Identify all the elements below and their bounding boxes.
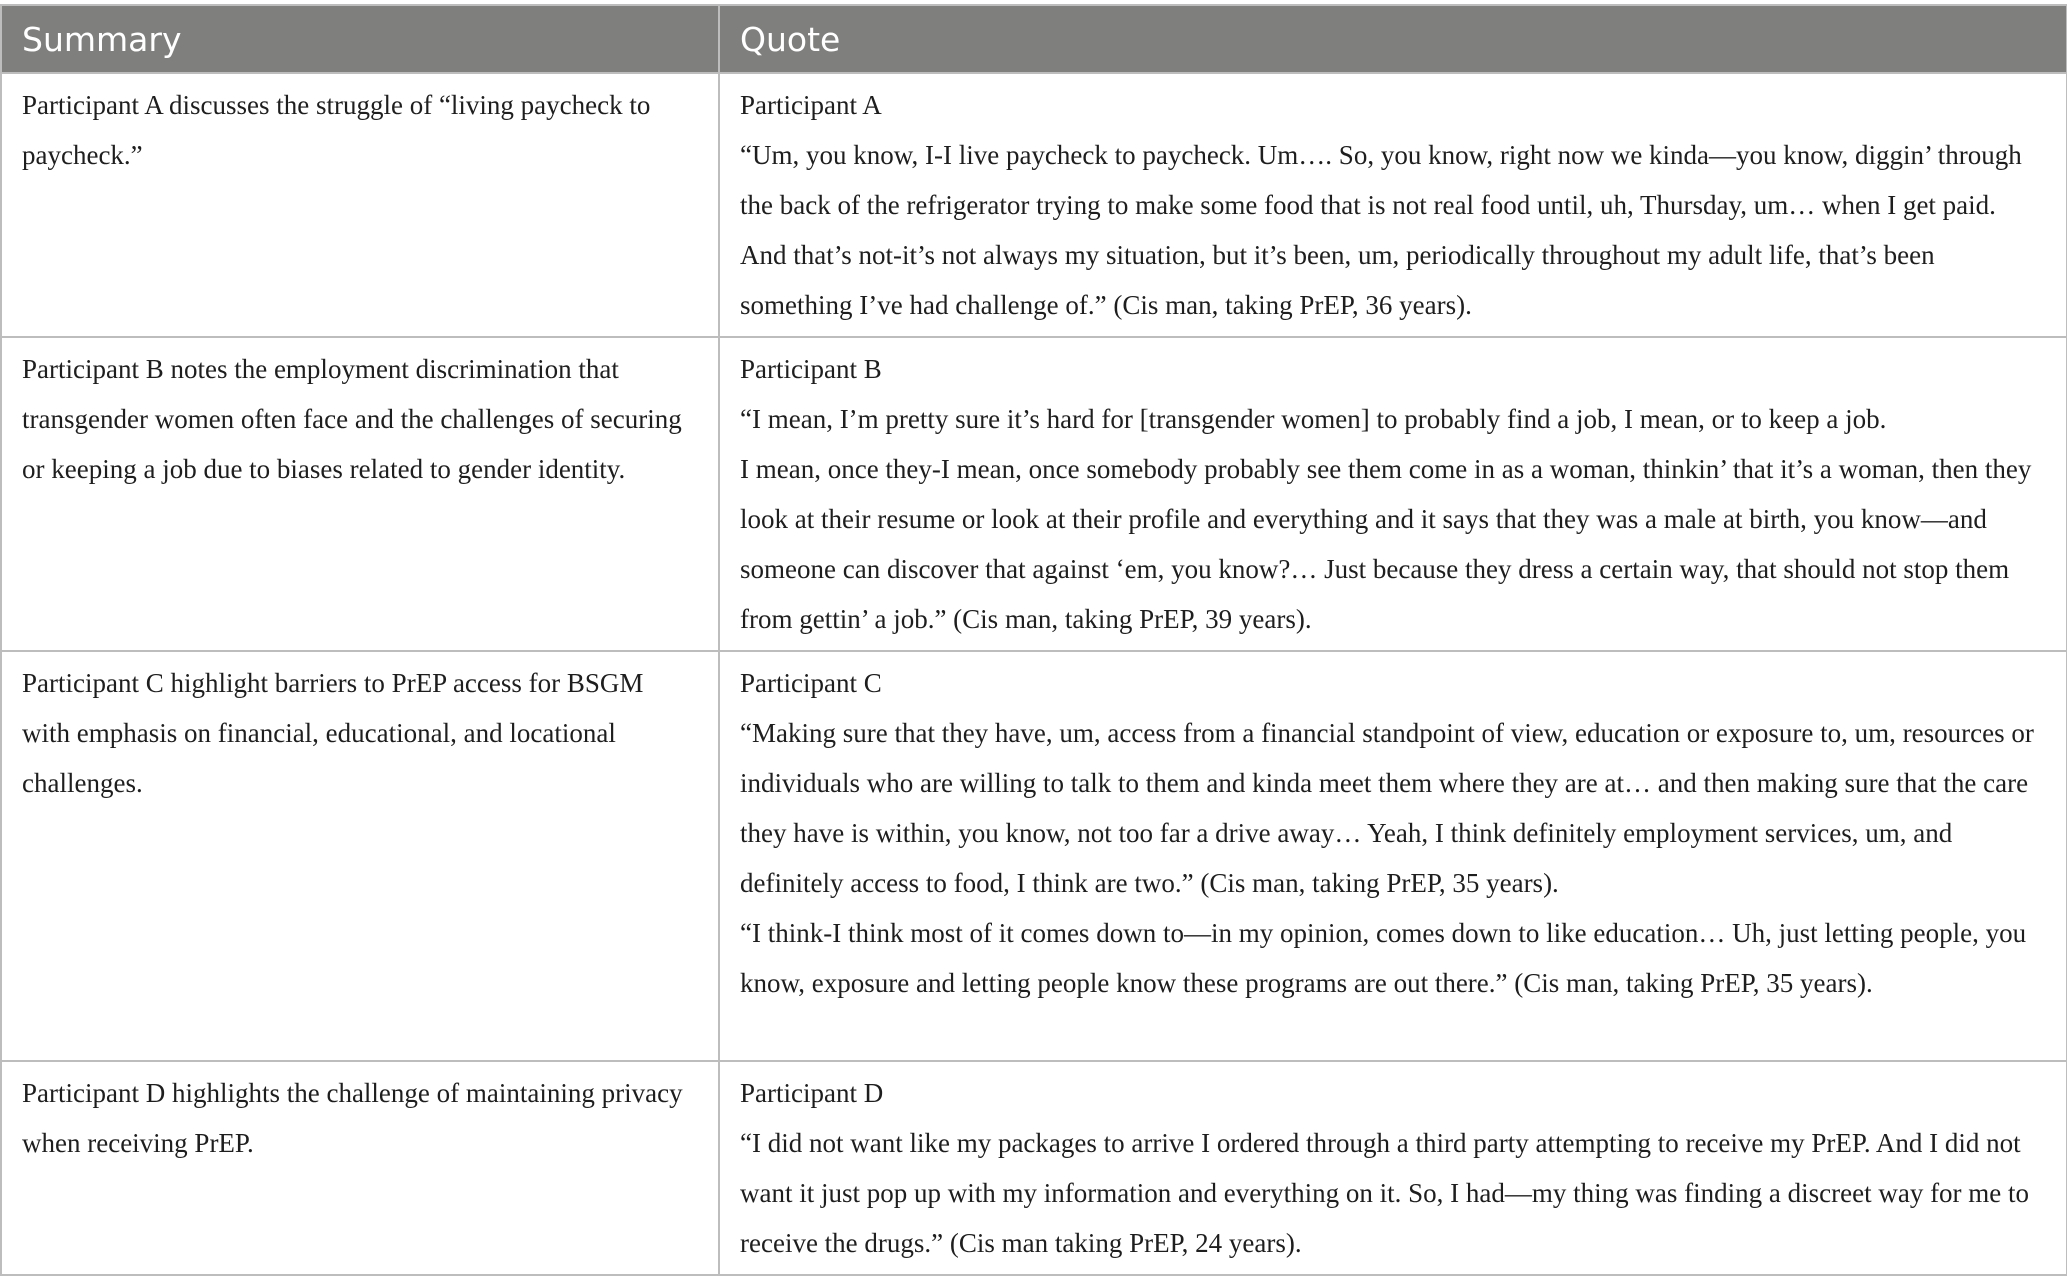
quotes-table-container <box>0 4 2066 1276</box>
table-row <box>1 337 2067 651</box>
quote-text: “Making sure that they have, um, access from a financial standpoint of view, education or exposure to, um, resources or individuals who are willing to talk to them and kinda meet them where they are at… and then making sure that the care they have is within, you know, not too far a drive away… Yeah, I think definitely employment services, um, and definitely access to food, I think are two.” (Cis man, taking PrEP, 35 years). <box>740 718 2034 898</box>
quote-cell <box>719 73 2067 337</box>
quotes-table <box>0 4 2067 1276</box>
quote-text: I mean, once they-I mean, once somebody probably see them come in as a woman, thinkin’ that it’s a woman, then they look at their resume or look at their profile and everything and it says that they was a male at birth, you know—and someone can discover that against ‘em, you know?… Just because they dress a certain way, that should not stop them from gettin’ a job.” (Cis man, taking PrEP, 39 years). <box>740 454 2032 634</box>
participant-label: Participant D <box>740 1078 884 1108</box>
quote-text: “I mean, I’m pretty sure it’s hard for [transgender women] to probably find a job, I mean, or to keep a job. <box>740 404 1887 434</box>
column-header-summary: Summary <box>1 5 719 73</box>
table-row <box>1 1061 2067 1275</box>
summary-cell: Participant A discusses the struggle of “living paycheck to paycheck.” <box>1 73 719 337</box>
quote-text: “I think-I think most of it comes down to—in my opinion, comes down to like education… Uh, just letting people, you know, exposure and letting people know these programs are out there.” (Cis man, taking PrEP, 35 years). <box>740 918 2027 998</box>
table-row <box>1 73 2067 337</box>
summary-cell: Participant C highlight barriers to PrEP access for BSGM with emphasis on financial, educational, and locational challenges. <box>1 651 719 1061</box>
quote-cell <box>719 1061 2067 1275</box>
summary-cell: Participant D highlights the challenge of maintaining privacy when receiving PrEP. <box>1 1061 719 1275</box>
table-row <box>1 651 2067 1061</box>
quote-text: “Um, you know, I-I live paycheck to paycheck. Um…. So, you know, right now we kinda—you know, diggin’ through the back of the refrigerator trying to make some food that is not real food until, uh, Thursday, um… when I get paid. And that’s not-it’s not always my situation, but it’s been, um, periodically throughout my adult life, that’s been something I’ve had challenge of.” (Cis man, taking PrEP, 36 years). <box>740 140 2022 320</box>
participant-label: Participant A <box>740 90 882 120</box>
column-header-quote: Quote <box>719 5 2067 73</box>
participant-label: Participant B <box>740 354 882 384</box>
summary-cell: Participant B notes the employment discrimination that transgender women often face and the challenges of securing or keeping a job due to biases related to gender identity. <box>1 337 719 651</box>
participant-label: Participant C <box>740 668 882 698</box>
table-header-row <box>1 5 2067 73</box>
quote-cell <box>719 651 2067 1061</box>
quote-cell <box>719 337 2067 651</box>
quote-text: “I did not want like my packages to arrive I ordered through a third party attempting to receive my PrEP. And I did not want it just pop up with my information and everything on it. So, I had—my thing was finding a discreet way for me to receive the drugs.” (Cis man taking PrEP, 24 years). <box>740 1128 2030 1258</box>
